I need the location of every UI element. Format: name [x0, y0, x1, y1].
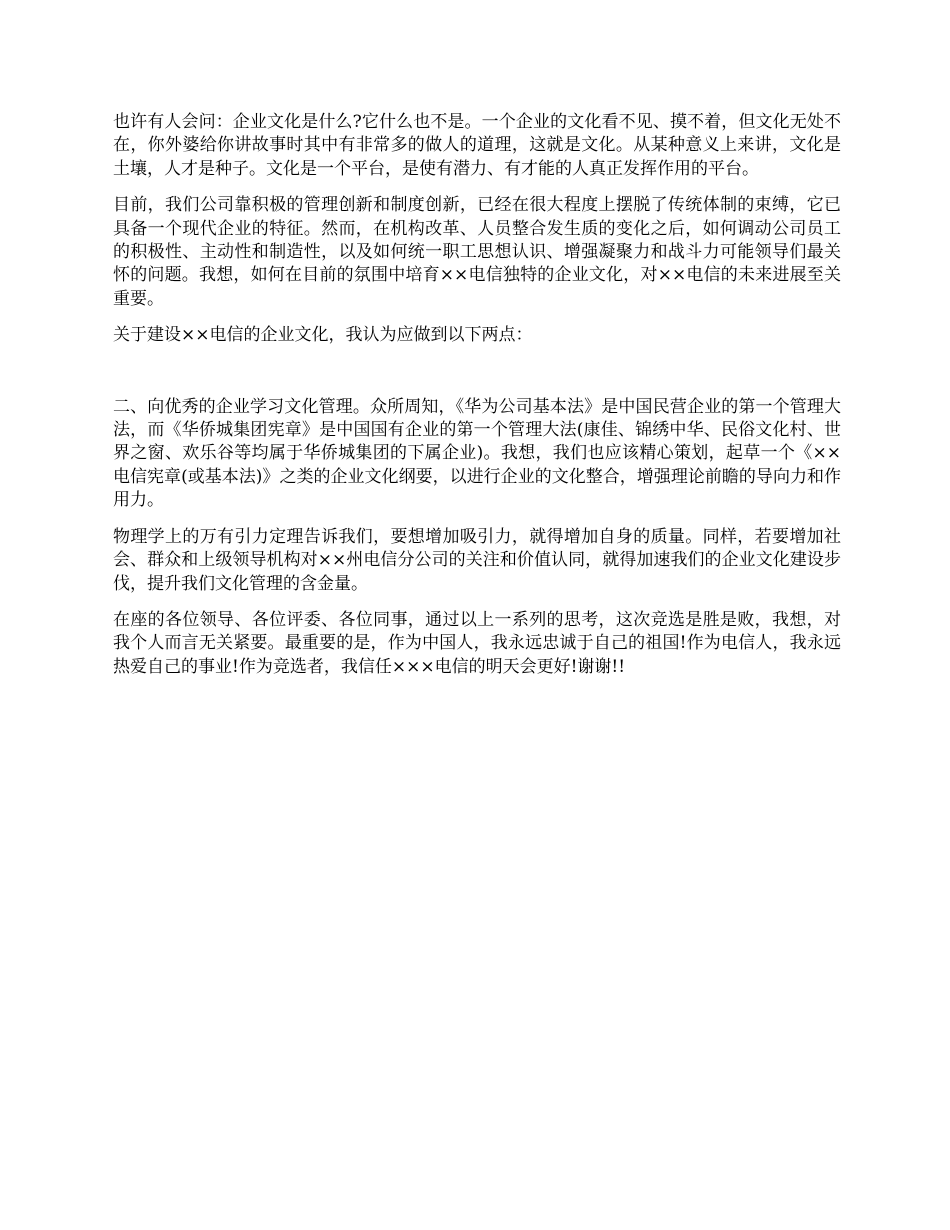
paragraph-culture-definition: 也许有人会问：企业文化是什么?它什么也不是。一个企业的文化看不见、摸不着，但文化无处不在，你外婆给你讲故事时其中有非常多的做人的道理，这就是文化。从某种意义上来讲，文化是土壤，人才是种子。文化是一个平台，是使有潜力、有才能的人真正发挥作用的平台。	[113, 112, 841, 179]
paragraph-two-points-intro: 关于建设××电信的企业文化，我认为应做到以下两点：	[113, 325, 533, 346]
paragraph-point-two: 二、向优秀的企业学习文化管理。众所周知，《华为公司基本法》是中国民营企业的第一个管理大法，而《华侨城集团宪章》是中国国有企业的第一个管理大法(康佳、锦绣中华、民俗文化村、世界之窗、欢乐谷等均属于华侨城集团的下属企业)。我想，我们也应该精心策划，起草一个《××电信宪章(或基本法)》之类的企业文化纲要，以进行企业的文化整合，增强理论前瞻的导向力和作用力。	[113, 396, 841, 511]
paragraph-gravity-analogy: 物理学上的万有引力定理告诉我们，要想增加吸引力，就得增加自身的质量。同样，若要增加社会、群众和上级领导机构对××州电信分公司的关注和价值认同，就得加速我们的企业文化建设步伐，提升我们文化管理的含金量。	[113, 526, 841, 594]
paragraph-current-situation: 目前，我们公司靠积极的管理创新和制度创新，已经在很大程度上摆脱了传统体制的束缚，它已具备一个现代企业的特征。然而，在机构改革、人员整合发生质的变化之后，如何调动公司员工的积极性、主动性和制造性，以及如何统一职工思想认识、增强凝聚力和战斗力可能领导们最关怀的问题。我想，如何在目前的氛围中培育××电信独特的企业文化，对××电信的未来进展至关重要。	[113, 195, 841, 309]
paragraph-closing: 在座的各位领导、各位评委、各位同事，通过以上一系列的思考，这次竞选是胜是败，我想，对我个人而言无关紧要。最重要的是，作为中国人，我永远忠诚于自己的祖国!作为电信人，我永远热爱自己的事业!作为竞选者，我信任×××电信的明天会更好!谢谢!!	[113, 609, 841, 677]
document-body	[113, 111, 841, 692]
